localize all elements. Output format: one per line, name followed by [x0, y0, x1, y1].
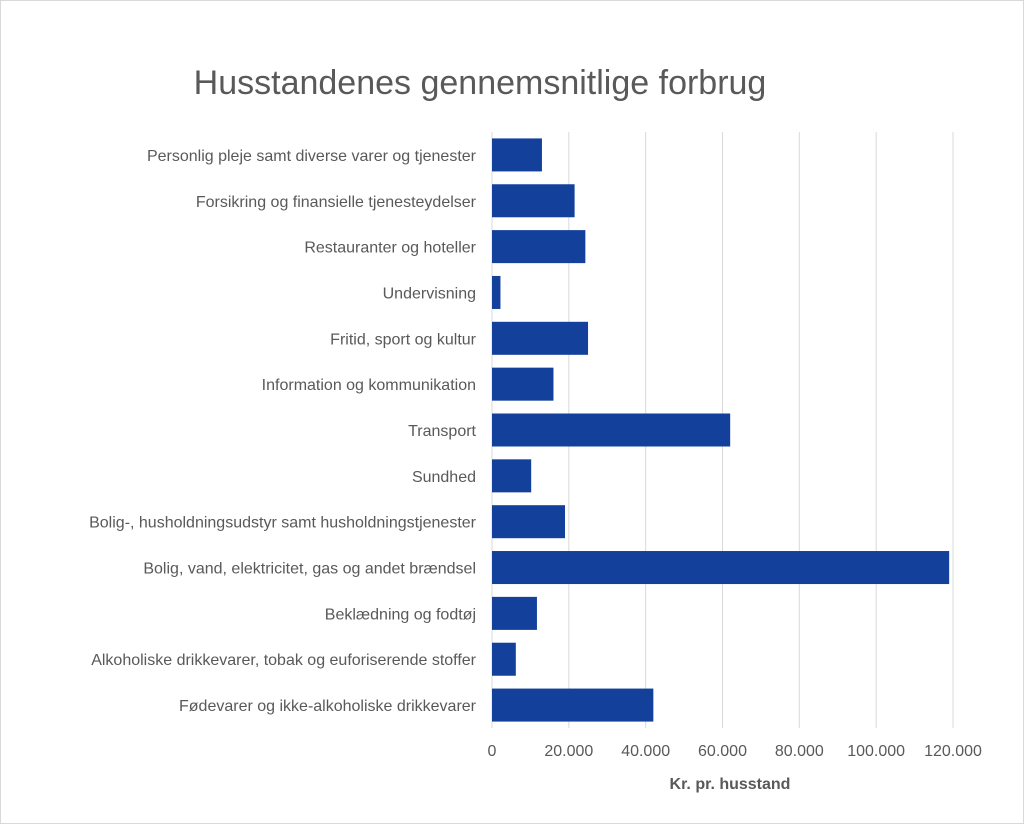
bar [492, 230, 585, 263]
category-label: Bolig-, husholdningsudstyr samt husholdningstjenester [89, 514, 476, 532]
category-label: Bolig, vand, elektricitet, gas og andet brændsel [143, 560, 476, 578]
x-tick-label: 120.000 [924, 743, 982, 760]
category-label: Undervisning [382, 285, 476, 303]
bar [492, 689, 653, 722]
x-tick-label: 60.000 [698, 743, 747, 760]
category-label: Alkoholiske drikkevarer, tobak og euforiserende stoffer [91, 652, 476, 670]
category-label: Personlig pleje samt diverse varer og tjenester [146, 147, 476, 165]
bars [492, 138, 949, 721]
category-label: Restauranter og hoteller [304, 239, 476, 257]
category-label: Fødevarer og ikke-alkoholiske drikkevarer [179, 698, 476, 716]
bar [492, 276, 500, 309]
category-label: Fritid, sport og kultur [330, 331, 476, 349]
bar [492, 322, 588, 355]
bar [492, 413, 730, 446]
category-label: Sundhed [411, 468, 476, 486]
x-tick-label: 20.000 [544, 743, 594, 760]
x-axis-title: Kr. pr. husstand [669, 776, 791, 793]
bar [492, 505, 565, 538]
bar [492, 184, 575, 217]
x-tick-label: 40.000 [621, 743, 671, 760]
x-tick-label: 100.000 [847, 743, 906, 760]
category-label: Beklædning og fodtøj [324, 606, 476, 624]
x-tick-label: 80.000 [774, 743, 824, 760]
category-label: Transport [408, 423, 476, 440]
category-label: Forsikring og finansielle tjenesteydelser [195, 193, 476, 211]
bar [492, 459, 531, 492]
chart-title: Husstandenes gennemsnitlige forbrug [193, 64, 767, 102]
category-label: Information og kommunikation [261, 377, 476, 395]
bar [492, 643, 516, 676]
bar [492, 597, 537, 630]
bar [492, 368, 553, 401]
x-tick-label: 0 [487, 743, 497, 760]
bar [492, 551, 949, 584]
category-labels [89, 148, 477, 715]
x-tick-labels [488, 743, 982, 760]
bar [492, 138, 542, 171]
